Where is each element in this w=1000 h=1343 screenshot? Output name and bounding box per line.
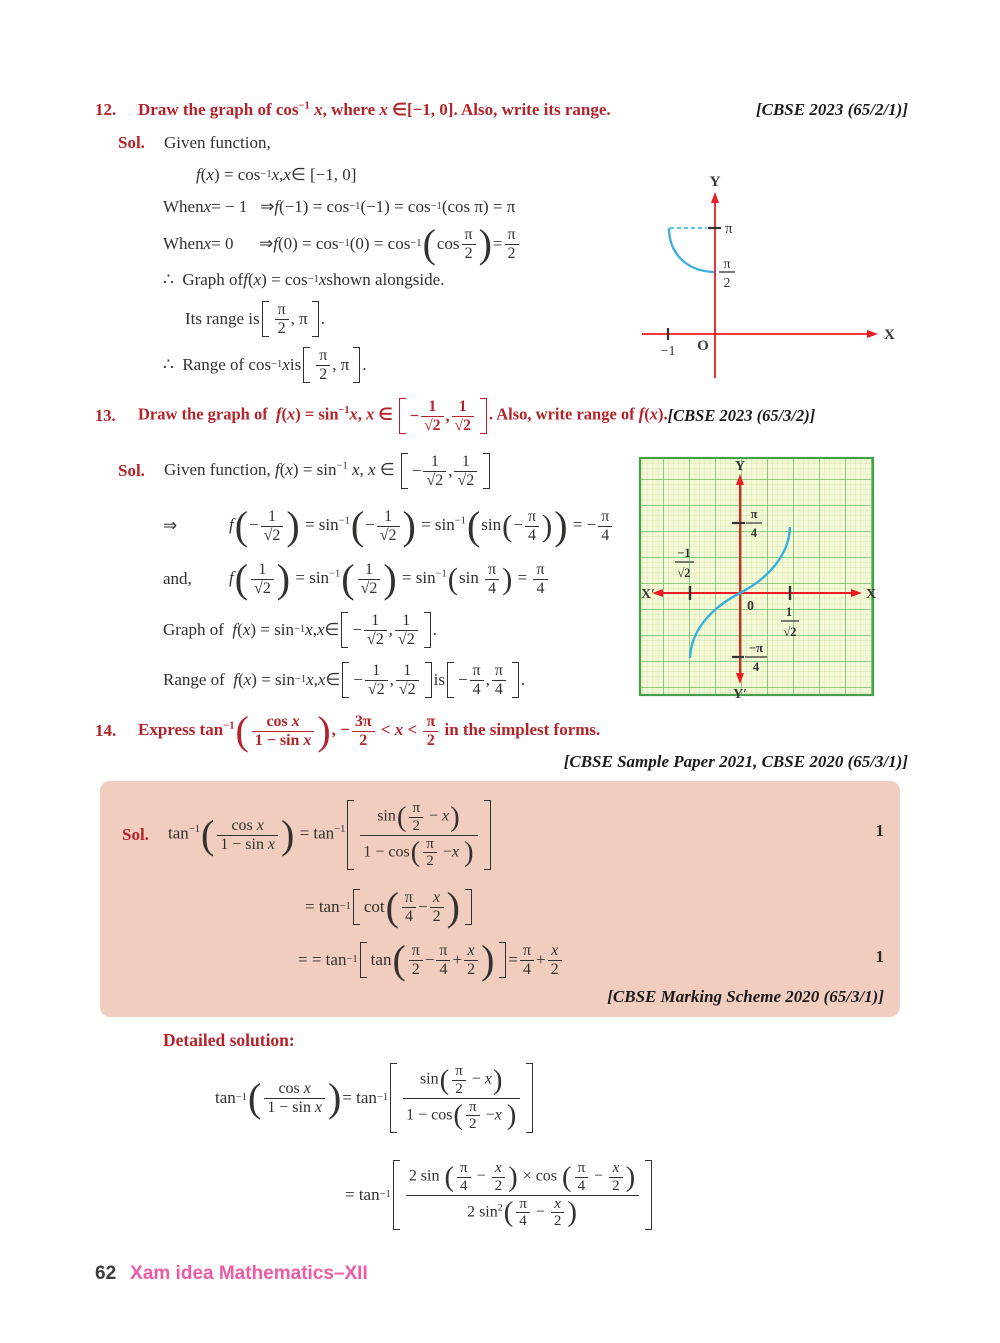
sin-inverse-graph bbox=[637, 453, 879, 703]
origin-label: 0 bbox=[747, 599, 754, 614]
sol13-line1-row bbox=[118, 445, 492, 497]
neg-inv-root2-denominator: √2 bbox=[677, 566, 691, 580]
sol13-line3: f( $\frac{1}{√2}$ ) = $\sin^{-1}$( $\frac{1}{√2}$ ) = $\sin^{-1}(\sin$ $\frac{\pi}{4}$ ) = $\frac{\pi}{4}$ bbox=[229, 561, 550, 597]
marking-scheme-box bbox=[100, 781, 900, 1017]
y-axis-arrow-icon bbox=[711, 192, 719, 203]
neg1-tick-label: −1 bbox=[660, 344, 676, 359]
page-number: 62 bbox=[95, 1263, 117, 1284]
pi-tick-label: π bbox=[725, 221, 733, 237]
mark-value-2: 1 bbox=[875, 947, 884, 966]
inv-root2-denominator: √2 bbox=[783, 625, 797, 639]
page-footer bbox=[95, 1263, 368, 1285]
x-axis-label: X bbox=[884, 327, 895, 343]
box-eq3: = = tan −1 tan ( π 2 − π 4 + x 2 ) = π 4 + x 2 bbox=[298, 931, 564, 989]
question-12-text: Draw the graph of $\cos^{-1} x$, where x ∈[−1, 0]. Also, write its range. bbox=[138, 100, 611, 119]
y-axis-label: Y bbox=[734, 459, 746, 474]
sol12-intro: Given function, bbox=[164, 133, 271, 152]
mark-value-1: 1 bbox=[875, 821, 884, 840]
origin-label: O bbox=[697, 338, 709, 354]
detailed-eq2: = tan −1 2 sin ( $\frac{\pi}{4}$ − $\frac{x}{2}$ ) × cos ( $\frac{\pi}{4}$ − $\frac{x}{2}$ ) 2 $\sin^2$( $\frac{\pi}{4}$ − $\frac{x}{2}$ ) bbox=[345, 1146, 654, 1244]
question-13-text: Draw the graph of $f(x) = \sin^{-1}x$, x ∈ − 1 √2 , 1 √2 . Also, write range of f(x). bbox=[138, 398, 668, 434]
pi-over-2-numerator: π bbox=[723, 257, 731, 272]
pi4-numerator: π bbox=[750, 507, 758, 521]
sol12-label: Sol. bbox=[118, 133, 145, 152]
sol12-eq-when1: When x = − 1 ⇒ f (−1) = cos −1 (−1) = cos −1 (cos π) = π bbox=[163, 197, 516, 216]
sol13-line2: f(− $\frac{1}{√2}$ ) = $\sin^{-1}(-$ $\frac{1}{√2}$ ) = $\sin^{-1}(\sin(-$ $\frac{\pi}{4}$ )) = − $\frac{\pi}{4}$ bbox=[229, 508, 614, 544]
sol13-label: Sol. bbox=[118, 461, 145, 480]
y-prime-label: Y′ bbox=[732, 687, 748, 702]
question-12-number: 12. bbox=[95, 100, 117, 119]
box-eq1: $\tan^{-1}$( $\frac{\text{cos x}}{\text{1 − sin x}}$ ) = $\tan^{-1}$ sin( $\frac{\pi}{2}$ − x) 1 − cos( $\frac{\pi}{2}$ −x ) bbox=[168, 800, 493, 869]
sol13-line3-row bbox=[163, 552, 550, 606]
x-axis-arrow-icon bbox=[867, 330, 878, 338]
neg-pi4-numerator: −π bbox=[749, 641, 763, 655]
box-eq1-row bbox=[122, 789, 493, 881]
detailed-solution-heading: Detailed solution: bbox=[163, 1030, 295, 1050]
neg-pi4-denominator: 4 bbox=[752, 660, 760, 674]
sol12-eq-domain: f ( x ) = cos −1 x , x ∈ [−1, 0] bbox=[196, 165, 357, 184]
cos-inverse-curve bbox=[669, 228, 714, 272]
question-12 bbox=[95, 100, 908, 120]
sol12-eq-range1: Its range is π 2 , π . bbox=[185, 300, 325, 337]
y-axis-label: Y bbox=[709, 174, 721, 190]
question-13-number: 13. bbox=[95, 406, 116, 425]
sol12-eq-when2: When x = 0 ⇒ f (0) = cos −1 (0) = cos −1 ( cos π 2 ) = π 2 bbox=[163, 220, 521, 268]
cos-inverse-graph bbox=[628, 172, 920, 390]
question-14-number: 14. bbox=[95, 721, 117, 740]
detailed-eq1: tan −1 ( cos x 1 − sin x ) = tan −1 sin( $\frac{\pi}{2}$ − x) 1 − cos( $\frac{\pi}{2}$ −x ) bbox=[215, 1052, 535, 1144]
sol13-line5: Range of f ( x ) = sin −1 x , x ∈ − 1 √2 , 1 √2 is − π 4 , π 4 . bbox=[163, 661, 526, 698]
question-14 bbox=[95, 706, 600, 756]
and-label: and, bbox=[163, 569, 192, 588]
question-13 bbox=[95, 390, 915, 442]
marking-scheme-reference: [CBSE Marking Scheme 2020 (65/3/1)] bbox=[607, 987, 884, 1006]
inv-root2-numerator: 1 bbox=[785, 605, 793, 619]
neg-inv-root2-numerator: −1 bbox=[677, 546, 691, 560]
x-prime-label: X′ bbox=[641, 587, 656, 602]
sol12-intro-row bbox=[118, 133, 271, 153]
question-13-reference: [CBSE 2023 (65/3/2)] bbox=[667, 406, 816, 425]
question-14-reference: [CBSE Sample Paper 2021, CBSE 2020 (65/3/1)] bbox=[563, 752, 908, 771]
question-14-reference-row bbox=[95, 752, 908, 772]
question-12-reference: [CBSE 2023 (65/2/1)] bbox=[755, 100, 908, 119]
sol12-eq-graph: ∴ Graph of f ( x ) = cos −1 x shown alongside. bbox=[163, 270, 445, 289]
pi-over-2-denominator: 2 bbox=[723, 276, 731, 291]
sol13-line1: Given function, $f(x) = \sin^{-1} x$, x ∈ − 1 √2 , 1 √2 bbox=[164, 453, 492, 489]
pi4-denominator: 4 bbox=[750, 526, 758, 540]
book-title: Xam idea Mathematics–XII bbox=[130, 1263, 368, 1284]
box-eq2: = tan −1 cot ( π 4 − x 2 ) bbox=[305, 881, 474, 933]
sol13-line2-row bbox=[163, 499, 614, 553]
sol12-eq-range2: ∴ Range of cos −1 x is π 2 , π . bbox=[163, 346, 367, 383]
x-axis-label: X bbox=[866, 587, 877, 602]
box-sol-label: Sol. bbox=[122, 825, 149, 844]
sol13-line4: Graph of f ( x ) = sin −1 x , x ∈ − 1 √2 , 1 √2 . bbox=[163, 611, 437, 648]
implies-symbol: ⇒ bbox=[163, 516, 178, 535]
question-14-text: Express $\tan^{-1}$( $\frac{\text{cos x}}{\text{1 − sin x}}$ ), − $\frac{3\pi}{2}$ < x < $\frac{\pi}{2}$ in the simplest forms. bbox=[138, 708, 601, 754]
